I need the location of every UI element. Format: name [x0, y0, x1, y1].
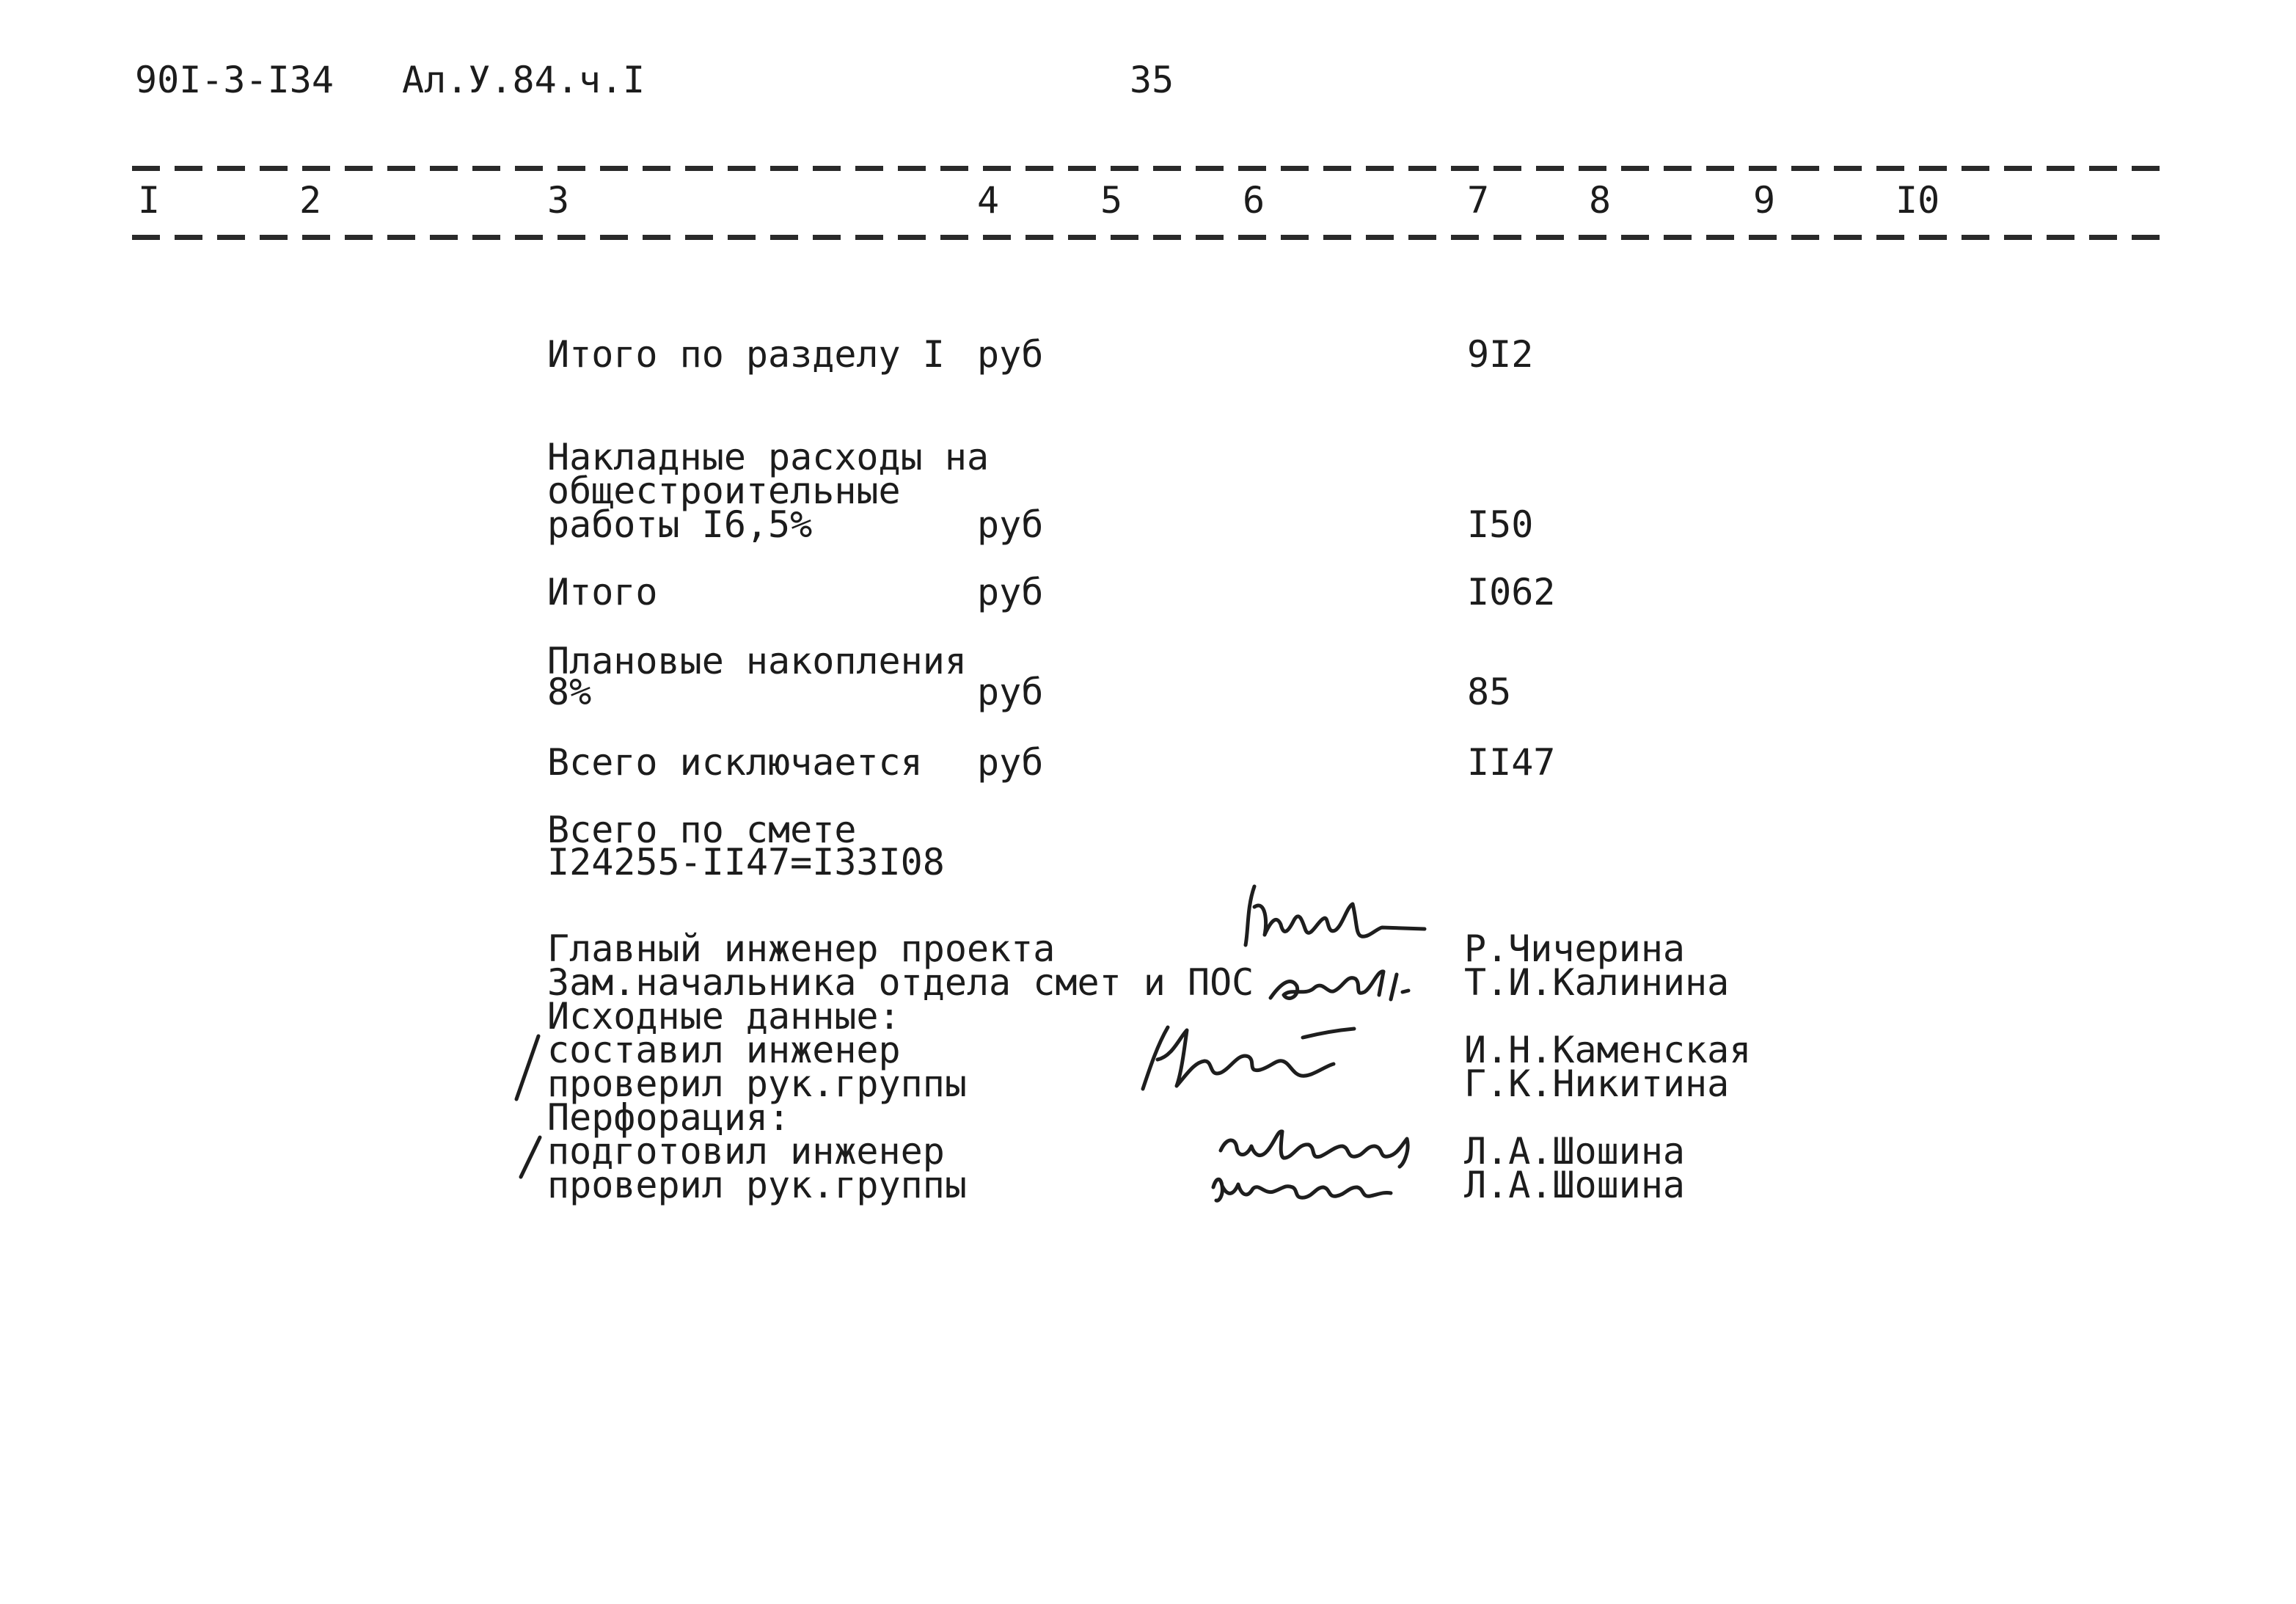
row-overhead-label-line-1: Накладные расходы на [547, 436, 990, 478]
column-number-3: 3 [547, 179, 570, 222]
check-mark-slash-icon [509, 1032, 546, 1105]
column-number-7: 7 [1467, 179, 1490, 222]
document-code: 90I-3-I34 [135, 59, 334, 101]
row-overhead-label-line-2: общестроительные [547, 470, 901, 512]
row-excluded-total-label: Всего исключается [547, 741, 923, 784]
album-code: Ал.У.84.ч.I [402, 59, 646, 101]
signature-name-checked-group-lead: Г.К.Никитина [1464, 1062, 1730, 1105]
column-number-2: 2 [299, 179, 322, 222]
column-number-9: 9 [1753, 179, 1776, 222]
signature-role-checked-group-lead-2: проверил рук.группы [547, 1164, 967, 1206]
signature-role-chief-engineer: Главный инженер проекта [547, 927, 1056, 970]
row-planned-savings-value: 85 [1467, 671, 1512, 713]
row-overhead-unit: руб [977, 503, 1044, 546]
column-header-top-rule [132, 166, 2171, 171]
column-number-6: 6 [1243, 179, 1265, 222]
row-subtotal-unit: руб [977, 571, 1044, 613]
handwritten-signature-chief-engineer [1232, 878, 1430, 966]
signature-role-deputy-head: Зам.начальника отдела смет и ПОС [547, 961, 1254, 1004]
column-number-4: 4 [977, 179, 1000, 222]
column-header-bottom-rule [132, 235, 2171, 240]
handwritten-signature-checked [1206, 1165, 1397, 1212]
row-subtotal-label: Итого [547, 571, 658, 613]
signature-name-deputy-head: Т.И.Калинина [1464, 961, 1730, 1004]
signature-role-checked-group-lead: проверил рук.группы [547, 1062, 967, 1105]
row-estimate-total-label: Всего по смете [547, 809, 857, 851]
signature-name-checked-group-lead-2: Л.А.Шошина [1464, 1164, 1686, 1206]
signature-name-chief-engineer: Р.Чичерина [1464, 927, 1686, 970]
row-excluded-total-value: II47 [1467, 741, 1556, 784]
row-excluded-total-unit: руб [977, 741, 1044, 784]
signature-heading-perforation: Перфорация: [547, 1096, 791, 1139]
row-planned-savings-label-line-2: 8% [547, 671, 592, 713]
column-number-1: I [138, 179, 161, 222]
row-subtotal-value: I062 [1467, 571, 1556, 613]
signature-role-compiled-engineer: составил инженер [547, 1029, 901, 1071]
row-section-total-label: Итого по разделу I [547, 333, 945, 376]
row-estimate-total-formula: I24255-II47=I33I08 [547, 841, 945, 883]
signature-name-compiled-engineer: И.Н.Каменская [1464, 1029, 1752, 1071]
signature-heading-source-data: Исходные данные: [547, 995, 901, 1038]
row-planned-savings-label-line-1: Плановые накопления [547, 640, 967, 682]
check-mark-slash-icon-2 [513, 1133, 546, 1181]
row-overhead-label-line-3: работы I6,5% [547, 503, 813, 546]
column-number-8: 8 [1589, 179, 1612, 222]
page-number: 35 [1130, 59, 1174, 101]
row-overhead-value: I50 [1467, 503, 1534, 546]
signature-role-prepared-engineer: подготовил инженер [547, 1130, 945, 1173]
handwritten-signature-deputy-head [1262, 954, 1416, 1013]
signature-name-prepared-engineer: Л.А.Шошина [1464, 1130, 1686, 1173]
column-number-5: 5 [1100, 179, 1123, 222]
row-planned-savings-unit: руб [977, 671, 1044, 713]
column-number-10: I0 [1895, 179, 1940, 222]
row-section-total-value: 9I2 [1467, 333, 1534, 376]
handwritten-signature-compiled [1114, 1016, 1363, 1104]
row-section-total-unit: руб [977, 333, 1044, 376]
